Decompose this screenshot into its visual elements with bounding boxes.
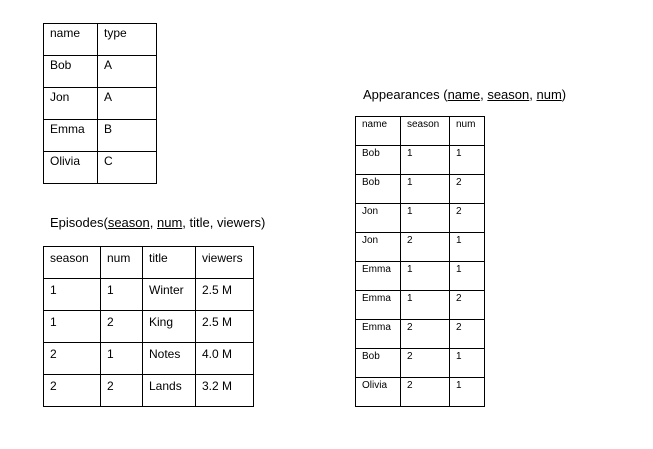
appearances-cell: Bob (356, 146, 401, 175)
appearances-cell: Emma (356, 291, 401, 320)
appearances-caption-sep2: , (529, 87, 537, 102)
appearances-cell: 2 (401, 320, 450, 349)
appearances-cell: season (401, 117, 450, 146)
people-table-row (44, 56, 157, 88)
appearances-cell: 1 (450, 146, 485, 175)
episodes-cell: 2.5 M (196, 311, 254, 343)
appearances-caption-close: ) (561, 87, 567, 102)
episodes-table-row (44, 311, 254, 343)
episodes-cell: Notes (143, 343, 196, 375)
episodes-cell: 1 (101, 279, 143, 311)
episodes-caption-key-num: num (156, 215, 183, 230)
appearances-cell: 1 (401, 262, 450, 291)
episodes-caption-key-season: season (107, 215, 150, 230)
appearances-table-row (356, 175, 485, 204)
appearances-cell: 2 (450, 175, 485, 204)
appearances-table-row (356, 146, 485, 175)
appearances-caption (363, 87, 566, 102)
episodes-cell: title (143, 247, 196, 279)
people-cell: name (44, 24, 98, 56)
episodes-cell: Winter (143, 279, 196, 311)
appearances-caption-sep1: , (480, 87, 488, 102)
appearances-cell: 2 (401, 233, 450, 262)
appearances-caption-key-name: name (447, 87, 481, 102)
appearances-cell: num (450, 117, 485, 146)
episodes-cell: 2 (44, 343, 101, 375)
episodes-caption-rest: , title, viewers) (182, 215, 266, 230)
appearances-caption-name: Appearances ( (363, 87, 448, 102)
people-table-row (44, 88, 157, 120)
people-table (43, 23, 157, 184)
people-cell: C (98, 152, 157, 184)
appearances-cell: Olivia (356, 378, 401, 407)
appearances-cell: 2 (401, 378, 450, 407)
appearances-cell: Emma (356, 262, 401, 291)
episodes-cell: 1 (101, 343, 143, 375)
episodes-table-body (44, 247, 254, 407)
appearances-caption-key-season: season (487, 87, 530, 102)
appearances-cell: 1 (450, 262, 485, 291)
episodes-cell: 3.2 M (196, 375, 254, 407)
appearances-header-row (356, 117, 485, 146)
appearances-cell: 1 (450, 378, 485, 407)
appearances-cell: 2 (450, 204, 485, 233)
appearances-cell: 1 (450, 233, 485, 262)
episodes-cell: 4.0 M (196, 343, 254, 375)
episodes-cell: 2 (44, 375, 101, 407)
people-table-row (44, 120, 157, 152)
appearances-caption-key-num: num (536, 87, 562, 102)
appearances-cell: 1 (401, 204, 450, 233)
people-cell: Emma (44, 120, 98, 152)
appearances-cell: 2 (450, 291, 485, 320)
people-cell: Jon (44, 88, 98, 120)
appearances-table-row (356, 349, 485, 378)
appearances-cell: 2 (450, 320, 485, 349)
episodes-cell: Lands (143, 375, 196, 407)
episodes-table (43, 246, 254, 407)
appearances-table-row (356, 233, 485, 262)
appearances-table-row (356, 291, 485, 320)
people-cell: Bob (44, 56, 98, 88)
appearances-cell: Emma (356, 320, 401, 349)
appearances-table (355, 116, 485, 407)
people-cell: A (98, 56, 157, 88)
episodes-cell: 2 (101, 311, 143, 343)
episodes-table-row (44, 279, 254, 311)
appearances-table-row (356, 320, 485, 349)
people-table-body (44, 24, 157, 184)
people-cell: type (98, 24, 157, 56)
appearances-cell: 1 (401, 146, 450, 175)
episodes-caption-open: ( (103, 215, 108, 230)
episodes-cell: King (143, 311, 196, 343)
episodes-header-row (44, 247, 254, 279)
appearances-cell: Bob (356, 349, 401, 378)
episodes-caption-name: Episodes (50, 215, 104, 230)
appearances-table-body (356, 117, 485, 407)
episodes-cell: viewers (196, 247, 254, 279)
episodes-cell: 1 (44, 311, 101, 343)
appearances-cell: 1 (401, 175, 450, 204)
episodes-table-row (44, 375, 254, 407)
appearances-table-row (356, 378, 485, 407)
episodes-table-row (44, 343, 254, 375)
people-cell: B (98, 120, 157, 152)
appearances-cell: 1 (450, 349, 485, 378)
episodes-cell: 2 (101, 375, 143, 407)
appearances-cell: 2 (401, 349, 450, 378)
episodes-cell: 1 (44, 279, 101, 311)
people-header-row (44, 24, 157, 56)
appearances-cell: Jon (356, 233, 401, 262)
appearances-table-row (356, 204, 485, 233)
episodes-cell: num (101, 247, 143, 279)
episodes-cell: season (44, 247, 101, 279)
episodes-caption-sep: , (149, 215, 157, 230)
appearances-cell: Jon (356, 204, 401, 233)
appearances-cell: name (356, 117, 401, 146)
people-table-row (44, 152, 157, 184)
appearances-table-row (356, 262, 485, 291)
people-cell: Olivia (44, 152, 98, 184)
appearances-cell: 1 (401, 291, 450, 320)
people-cell: A (98, 88, 157, 120)
episodes-caption (50, 215, 265, 230)
appearances-cell: Bob (356, 175, 401, 204)
episodes-cell: 2.5 M (196, 279, 254, 311)
